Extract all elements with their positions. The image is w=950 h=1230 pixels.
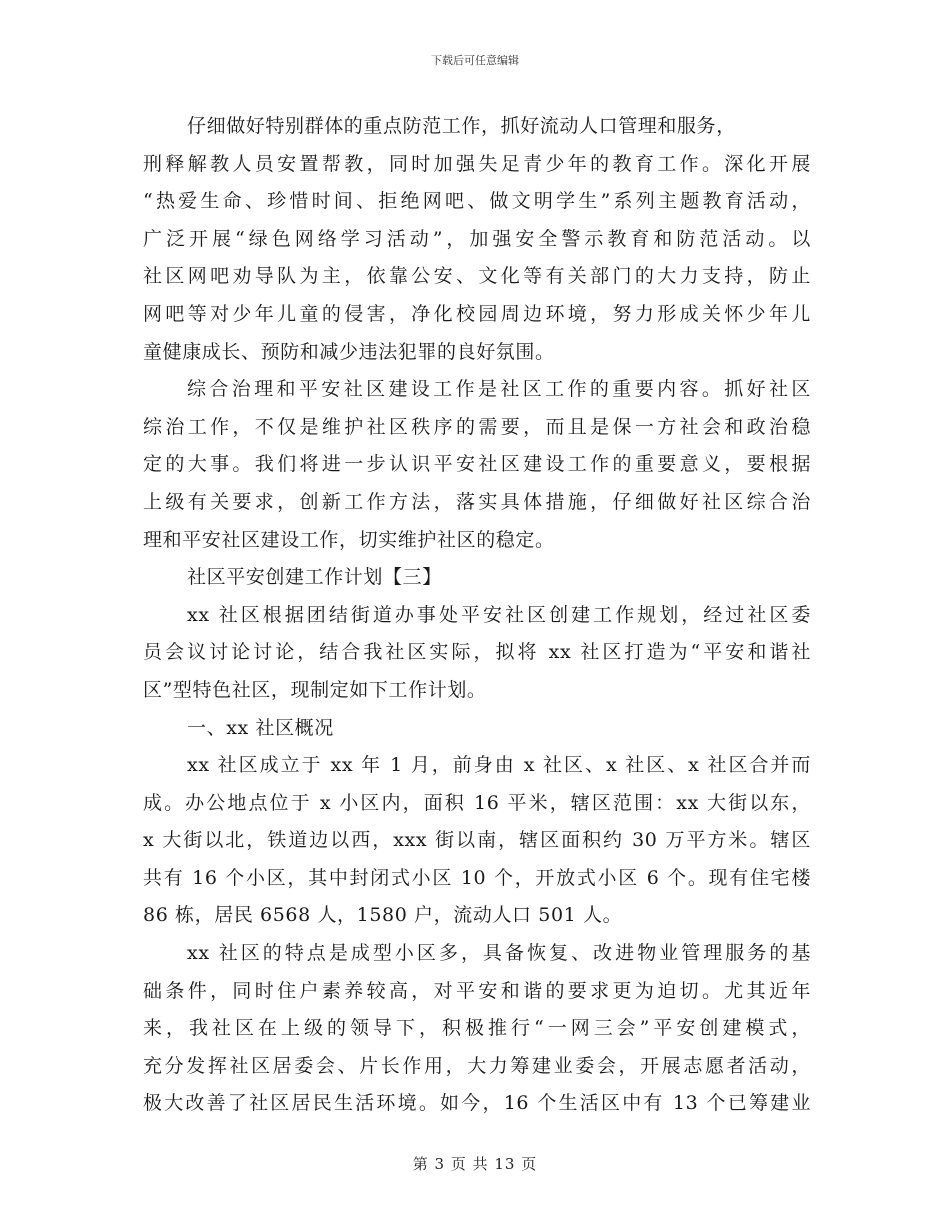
text-line: 员会议讨论讨论，结合我社区实际，拟将 xx 社区打造为“平安和谐社 [143, 641, 811, 664]
text-line: xx 社区的特点是成型小区多，具备恢复、改进物业管理服务的基 [187, 942, 811, 965]
text-line: 童健康成长、预防和减少违法犯罪的良好氛围。 [143, 340, 555, 363]
text-line: 共有 16 个小区，其中封闭式小区 10 个，开放式小区 6 个。现有住宅楼 [143, 866, 811, 889]
page-header: 下载后可任意编辑 [431, 54, 519, 67]
text-line: xx 社区根据团结街道办事处平安社区创建工作规划，经过社区委 [187, 603, 811, 626]
text-line: 社区平安创建工作计划【三】 [187, 566, 442, 589]
text-line: 础条件，同时住户素养较高，对平安和谐的要求更为迫切。尤其近年 [143, 979, 811, 1002]
text-line: 网吧等对少年儿童的侵害，净化校园周边环境，努力形成关怀少年儿 [143, 302, 811, 325]
text-line: 86 栋，居民 6568 人，1580 户，流动人口 501 人。 [143, 904, 623, 927]
text-line: 综合治理和平安社区建设工作是社区工作的重要内容。抓好社区 [187, 378, 811, 401]
text-line: 来，我社区在上级的领导下，积极推行“一网三会”平安创建模式， [143, 1017, 811, 1040]
text-line: “热爱生命、珍惜时间、拒绝网吧、做文明学生”系列主题教育活动， [143, 190, 811, 213]
text-line: 成。办公地点位于 x 小区内，面积 16 平米，辖区范围：xx 大街以东， [143, 791, 811, 814]
text-line: 理和平安社区建设工作，切实维护社区的稳定。 [143, 528, 555, 551]
text-line: 定的大事。我们将进一步认识平安社区建设工作的重要意义，要根据 [143, 453, 811, 476]
document-body [143, 108, 811, 1123]
text-line: 仔细做好特别群体的重点防范工作，抓好流动人口管理和服务， [187, 115, 736, 137]
page-footer: 第 3 页 共 13 页 [412, 1155, 538, 1173]
text-line: 极大改善了社区居民生活环境。如今，16 个生活区中有 13 个已筹建业 [143, 1092, 811, 1115]
text-line: 充分发挥社区居委会、片长作用，大力筹建业委会，开展志愿者活动， [143, 1054, 811, 1077]
text-line: xx 社区成立于 xx 年 1 月，前身由 x 社区、x 社区、x 社区合并而 [187, 754, 811, 777]
text-line: 上级有关要求，创新工作方法，落实具体措施，仔细做好社区综合治 [143, 490, 811, 513]
text-line: 一、xx 社区概况 [187, 716, 334, 739]
text-line: 刑释解教人员安置帮教，同时加强失足青少年的教育工作。深化开展 [143, 152, 811, 175]
text-line: 社区网吧劝导队为主，依靠公安、文化等有关部门的大力支持，防止 [143, 265, 811, 288]
text-line: x 大街以北，铁道边以西，xxx 街以南，辖区面积约 30 万平方米。辖区 [143, 829, 811, 852]
text-line: 广泛开展“绿色网络学习活动”，加强安全警示教育和防范活动。以 [143, 227, 811, 250]
text-line: 综治工作，不仅是维护社区秩序的需要，而且是保一方社会和政治稳 [143, 415, 811, 438]
text-line: 区”型特色社区，现制定如下工作计划。 [143, 678, 487, 701]
